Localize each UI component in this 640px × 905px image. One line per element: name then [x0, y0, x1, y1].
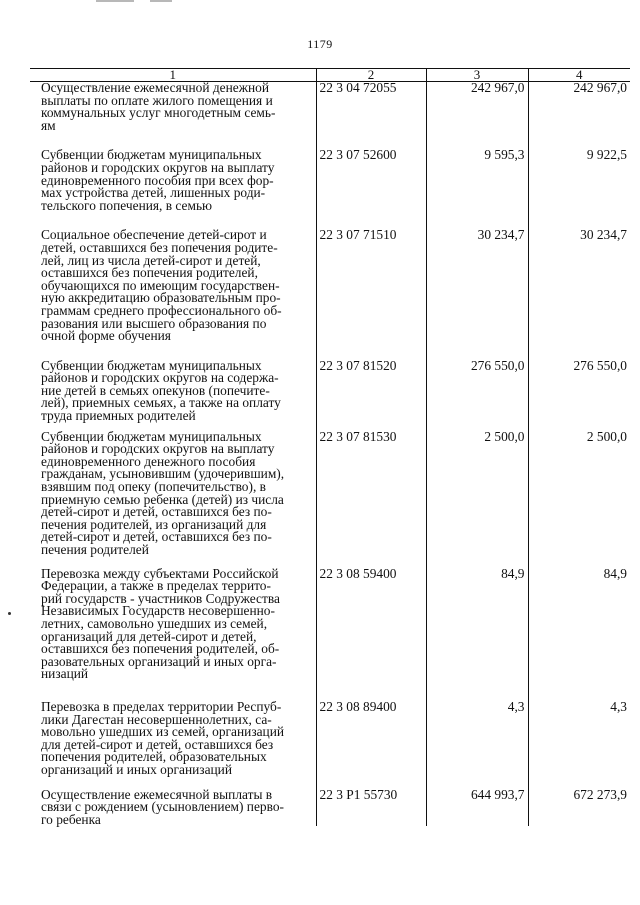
row-name-line: взявшим под опеку (попечительство), в	[41, 479, 266, 495]
table-row	[30, 360, 630, 431]
row-name-line: районов и городских округов на выплату	[41, 441, 275, 457]
row-name-line: детей-сирот и детей, оставшихся без по-	[41, 529, 272, 545]
row-name	[30, 229, 316, 359]
row-name-line: оставшихся без попечения родителей,	[41, 265, 258, 281]
scan-mark	[150, 0, 172, 2]
row-name	[30, 149, 316, 229]
row-name	[30, 698, 316, 789]
row-name-line: связи с рождением (усыновлением) перво-	[41, 799, 284, 815]
row-code: 22 3 04 72055	[316, 82, 426, 150]
row-value-4: 276 550,0	[528, 360, 630, 431]
row-name-line: Независимых Государств несовершенно-	[41, 603, 275, 619]
row-name-line: детей-сирот и детей, оставшихся без по-	[41, 504, 272, 520]
row-name-line: ям	[41, 117, 56, 133]
row-name-line: Федерации, а также в пределах террито-	[41, 578, 271, 594]
budget-table	[30, 68, 630, 826]
row-name-line: организаций для детей-сирот и детей,	[41, 628, 257, 644]
row-value-3: 276 550,0	[426, 360, 528, 431]
row-name-line: Субвенции бюджетам муниципальных	[41, 357, 262, 373]
row-name	[30, 357, 316, 431]
row-value-4: 672 273,9	[528, 789, 630, 827]
row-code: 22 3 07 71510	[316, 229, 426, 359]
row-name-line: печения родителей	[41, 542, 149, 557]
row-value-3: 4,3	[426, 701, 528, 789]
column-header-1: 1	[30, 69, 316, 82]
margin-dot	[8, 612, 11, 615]
column-header-4: 4	[528, 69, 630, 82]
row-code: 22 3 07 52600	[316, 149, 426, 229]
row-value-3: 2 500,0	[426, 431, 528, 568]
row-code: 22 3 P1 55730	[316, 789, 426, 827]
row-value-3: 242 967,0	[426, 82, 528, 150]
row-name-line: приемную семью ребенка (детей) из числа	[41, 491, 284, 507]
row-code: 22 3 08 89400	[316, 701, 426, 789]
row-value-4: 9 922,5	[528, 149, 630, 229]
row-name-line: для детей-сирот и детей, оставшихся без	[41, 736, 274, 752]
row-name-line: лики Дагестан несовершеннолетних, са-	[41, 711, 272, 727]
row-name-line: детей, оставшихся без попечения родите-	[41, 239, 278, 255]
row-name-line: организаций и иных организаций	[41, 761, 233, 777]
row-value-4: 242 967,0	[528, 82, 630, 150]
table-row	[30, 149, 630, 229]
row-name-line: единовременного пособия при всех фор-	[41, 172, 274, 188]
row-name-line: гражданам, усыновившим (удочерившим),	[41, 466, 285, 482]
row-name-line: районов и городских округов на выплату	[41, 159, 275, 175]
row-name-line: Социальное обеспечение детей-сирот и	[41, 227, 267, 243]
budget-table-container	[30, 68, 630, 826]
row-value-4: 84,9	[528, 568, 630, 701]
row-name-line: попечения родителей, образовательных	[41, 749, 267, 765]
table-row	[30, 789, 630, 827]
row-name-line: обучающихся по имеющим государствен-	[41, 277, 280, 293]
row-value-3: 9 595,3	[426, 149, 528, 229]
row-name-line: го ребенка	[41, 811, 101, 827]
row-name-line: ние детей в семьях опекунов (попечите-	[41, 382, 270, 398]
row-name	[30, 82, 316, 150]
row-name-line: лей), приемных семьях, а также на оплату	[41, 395, 281, 411]
row-name-line: Перевозка в пределах территории Респуб-	[41, 698, 282, 714]
row-code: 22 3 07 81520	[316, 360, 426, 431]
row-value-4: 2 500,0	[528, 431, 630, 568]
row-name-line: печения родителей, из организаций для	[41, 516, 267, 532]
row-name-line: низаций	[41, 666, 89, 682]
row-value-3: 84,9	[426, 568, 528, 701]
table-row	[30, 568, 630, 701]
row-name-line: рий государств - участников Содружества	[41, 590, 280, 606]
row-value-4: 30 234,7	[528, 229, 630, 359]
row-name-line: граммам среднего профессионального об-	[41, 302, 282, 318]
table-body	[30, 82, 630, 827]
row-name-line: оставшихся без попечения родителей, об-	[41, 641, 280, 657]
table-row	[30, 701, 630, 789]
row-name-line: очной форме обучения	[41, 328, 171, 344]
row-name-line: Осуществление ежемесячной денежной	[41, 80, 269, 95]
row-name-line: ную аккредитацию образовательным про-	[41, 290, 281, 306]
row-name-line: выплаты по оплате жилого помещения и	[41, 92, 273, 108]
row-name-line: Перевозка между субъектами Российской	[41, 565, 279, 581]
row-name-line: тельского попечения, в семью	[41, 197, 213, 213]
row-name-line: мах устройства детей, лишенных роди-	[41, 185, 266, 201]
row-value-3: 30 234,7	[426, 229, 528, 359]
table-row	[30, 229, 630, 359]
row-name-line: труда приемных родителей	[41, 408, 196, 424]
column-header-2: 2	[316, 69, 426, 82]
row-name-line: районов и городских округов на содержа-	[41, 370, 279, 386]
row-name-line: разовательных организаций и иных орга-	[41, 653, 277, 669]
table-row	[30, 431, 630, 568]
row-name-line: коммунальных услуг многодетным семь-	[41, 105, 276, 121]
row-name-line: Субвенции бюджетам муниципальных	[41, 428, 262, 444]
row-name-line: Осуществление ежемесячной выплаты в	[41, 786, 273, 802]
row-name	[30, 786, 316, 827]
row-name	[30, 428, 316, 568]
row-name-line: мовольно ушедших из семей, организаций	[41, 724, 285, 740]
column-header-3: 3	[426, 69, 528, 82]
scan-mark	[96, 0, 134, 2]
row-name-line: летних, самовольно ушедших из семей,	[41, 615, 268, 631]
row-name	[30, 565, 316, 701]
row-code: 22 3 07 81530	[316, 431, 426, 568]
row-value-4: 4,3	[528, 701, 630, 789]
row-value-3: 644 993,7	[426, 789, 528, 827]
row-name-line: единовременного денежного пособия	[41, 453, 256, 469]
row-name-line: Субвенции бюджетам муниципальных	[41, 147, 262, 163]
row-code: 22 3 08 59400	[316, 568, 426, 701]
page-number: 1179	[307, 37, 333, 51]
row-name-line: разования или высшего образования по	[41, 315, 267, 331]
table-row	[30, 82, 630, 150]
row-name-line: лей, лиц из числа детей-сирот и детей,	[41, 252, 261, 268]
